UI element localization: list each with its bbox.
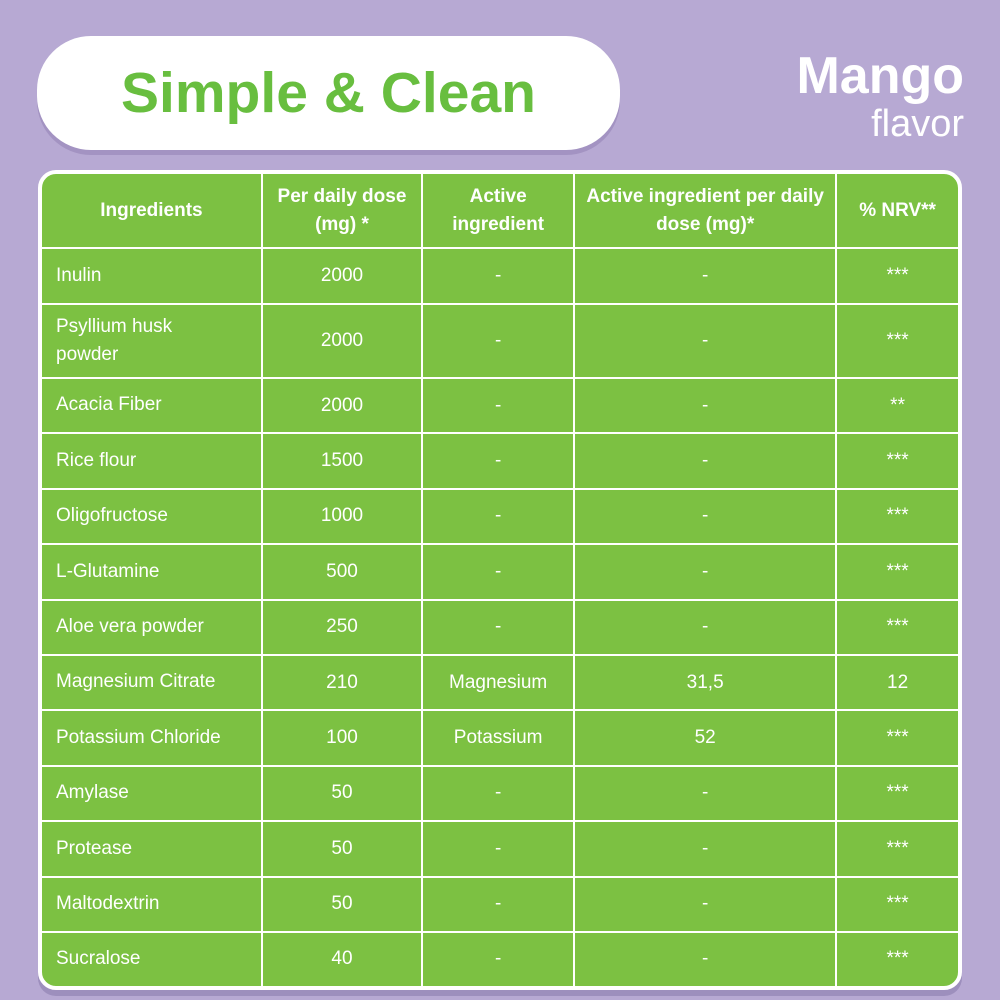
ingredient-name-cell: Magnesium Citrate <box>42 655 262 710</box>
value-cell: - <box>422 766 574 821</box>
value-cell: 1000 <box>262 489 422 544</box>
value-cell: Potassium <box>422 710 574 765</box>
ingredients-table <box>38 170 962 990</box>
brand-badge-title: Simple & Clean <box>121 61 536 125</box>
value-cell: - <box>422 304 574 378</box>
value-cell: *** <box>836 600 958 655</box>
value-cell: - <box>422 248 574 304</box>
table-row <box>42 932 958 986</box>
value-cell: 1500 <box>262 433 422 488</box>
ingredient-name-cell: Protease <box>42 821 262 876</box>
value-cell: ** <box>836 378 958 433</box>
value-cell: - <box>422 489 574 544</box>
table-row <box>42 433 958 488</box>
value-cell: - <box>574 304 836 378</box>
value-cell: - <box>574 489 836 544</box>
ingredient-name-cell: Amylase <box>42 766 262 821</box>
ingredient-name-cell: Oligofructose <box>42 489 262 544</box>
value-cell: 31,5 <box>574 655 836 710</box>
ingredient-name-cell: Inulin <box>42 248 262 304</box>
table-row <box>42 544 958 599</box>
table-row <box>42 489 958 544</box>
column-header-ingredients: Ingredients <box>42 174 262 248</box>
value-cell: - <box>574 600 836 655</box>
value-cell: - <box>574 433 836 488</box>
brand-badge <box>37 36 620 150</box>
value-cell: - <box>574 544 836 599</box>
table-row <box>42 877 958 932</box>
value-cell: *** <box>836 877 958 932</box>
table-header-row <box>42 174 958 248</box>
column-header-per-daily-dose: Per daily dose (mg) * <box>262 174 422 248</box>
flavor-label <box>796 47 964 145</box>
value-cell: 500 <box>262 544 422 599</box>
value-cell: *** <box>836 766 958 821</box>
column-header-active-ingredient: Active ingredient <box>422 174 574 248</box>
value-cell: - <box>422 932 574 986</box>
table-row <box>42 600 958 655</box>
value-cell: - <box>422 378 574 433</box>
table-row <box>42 378 958 433</box>
value-cell: - <box>422 821 574 876</box>
value-cell: *** <box>836 710 958 765</box>
value-cell: - <box>422 600 574 655</box>
value-cell: *** <box>836 544 958 599</box>
value-cell: *** <box>836 489 958 544</box>
value-cell: 2000 <box>262 304 422 378</box>
value-cell: 52 <box>574 710 836 765</box>
value-cell: - <box>574 821 836 876</box>
value-cell: - <box>574 932 836 986</box>
ingredient-name-cell: Acacia Fiber <box>42 378 262 433</box>
table-row <box>42 710 958 765</box>
value-cell: 50 <box>262 877 422 932</box>
value-cell: 2000 <box>262 248 422 304</box>
value-cell: - <box>574 877 836 932</box>
table-body <box>42 248 958 986</box>
value-cell: 250 <box>262 600 422 655</box>
ingredient-name-cell: L-Glutamine <box>42 544 262 599</box>
value-cell: - <box>574 378 836 433</box>
flavor-name: Mango <box>796 47 964 105</box>
ingredient-name-cell: Rice flour <box>42 433 262 488</box>
value-cell: - <box>574 248 836 304</box>
value-cell: *** <box>836 433 958 488</box>
value-cell: - <box>422 433 574 488</box>
value-cell: Magnesium <box>422 655 574 710</box>
ingredient-name-cell: Sucralose <box>42 932 262 986</box>
column-header-active-per-daily-dose: Active ingredient per daily dose (mg)* <box>574 174 836 248</box>
value-cell: - <box>422 544 574 599</box>
ingredient-name-cell: Maltodextrin <box>42 877 262 932</box>
ingredient-name-cell: Aloe vera powder <box>42 600 262 655</box>
value-cell: 2000 <box>262 378 422 433</box>
value-cell: 40 <box>262 932 422 986</box>
table-row <box>42 821 958 876</box>
value-cell: 50 <box>262 766 422 821</box>
value-cell: - <box>422 877 574 932</box>
value-cell: 12 <box>836 655 958 710</box>
value-cell: *** <box>836 304 958 378</box>
ingredient-name-cell: Psyllium husk powder <box>42 304 262 378</box>
value-cell: 210 <box>262 655 422 710</box>
table-row <box>42 248 958 304</box>
value-cell: 100 <box>262 710 422 765</box>
value-cell: *** <box>836 821 958 876</box>
table-header <box>42 174 958 248</box>
value-cell: *** <box>836 248 958 304</box>
column-header-nrv: % NRV** <box>836 174 958 248</box>
ingredient-name-cell: Potassium Chloride <box>42 710 262 765</box>
table-row <box>42 766 958 821</box>
value-cell: *** <box>836 932 958 986</box>
value-cell: 50 <box>262 821 422 876</box>
table-row <box>42 655 958 710</box>
value-cell: - <box>574 766 836 821</box>
table-row <box>42 304 958 378</box>
flavor-word: flavor <box>871 103 964 145</box>
ingredients-table-grid <box>42 174 958 986</box>
